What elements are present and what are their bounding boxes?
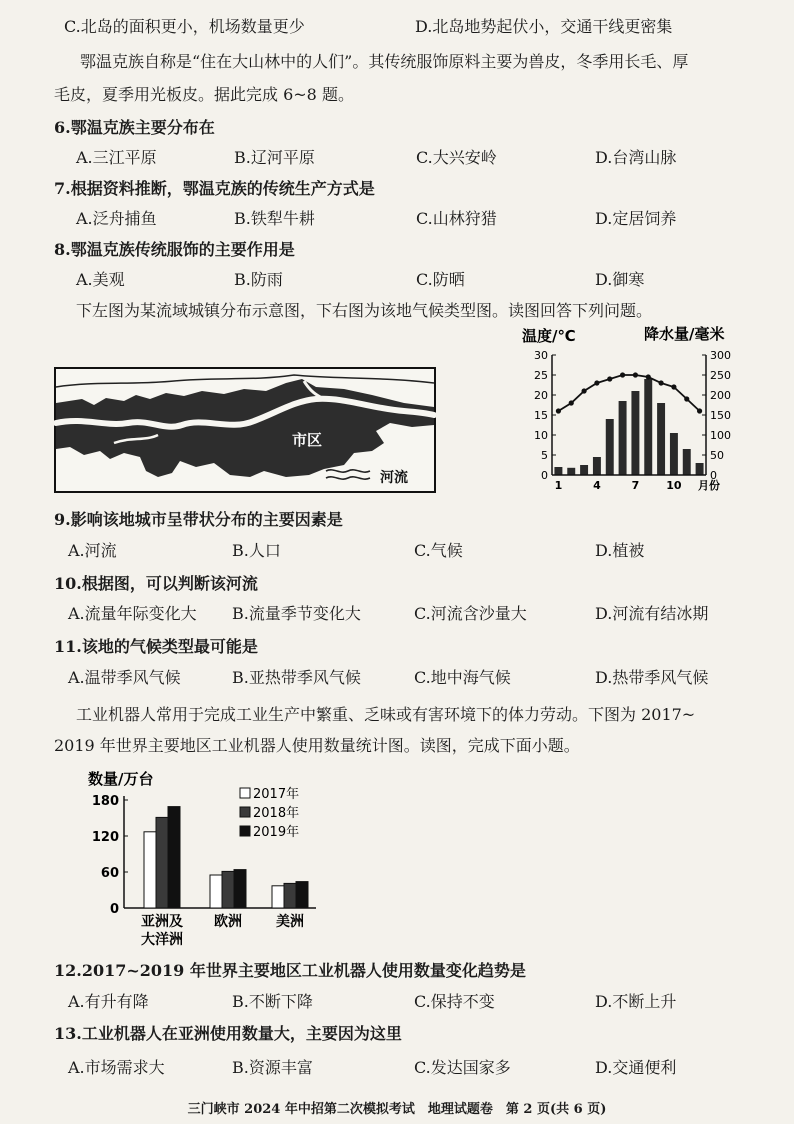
robot-y-axis-title: 数量/万台	[88, 770, 154, 788]
intro1-line2: 毛皮，夏季用光板皮。据此完成 6~8 题。	[54, 85, 354, 104]
climate-chart	[520, 325, 750, 495]
robot-legend-label: 2017年	[253, 787, 300, 802]
q13-option-d[interactable]: D.交通便利	[595, 1058, 677, 1077]
q10-option-b[interactable]: B.流量季节变化大	[232, 604, 361, 623]
q7-option-a[interactable]: A.泛舟捕鱼	[76, 209, 157, 228]
temperature-line	[558, 375, 699, 411]
q9-option-a[interactable]: A.河流	[68, 541, 117, 560]
q8-option-b[interactable]: B.防雨	[234, 270, 283, 289]
intro3-line1: 工业机器人常用于完成工业生产中繁重、乏味或有害环境下的体力劳动。下图为 2017~	[76, 705, 696, 724]
q7-option-c[interactable]: C.山林狩猎	[416, 209, 497, 228]
climate-right-tick-label: 300	[710, 349, 731, 362]
robot-legend-swatch	[240, 807, 250, 817]
q12-stem: 12.2017~2019 年世界主要地区工业机器人使用数量变化趋势是	[54, 961, 526, 980]
climate-x-tick-label: 7	[631, 479, 640, 492]
robot-legend-swatch	[240, 826, 250, 836]
climate-x-tick-label: 10	[666, 479, 682, 492]
q9-option-b[interactable]: B.人口	[232, 541, 281, 560]
q12-option-d[interactable]: D.不断上升	[595, 992, 677, 1011]
climate-left-tick-label: 30	[534, 349, 548, 362]
climate-right-tick-label: 100	[710, 429, 731, 442]
climate-left-tick-label: 25	[534, 369, 548, 382]
robot-bar	[222, 871, 234, 908]
climate-left-tick-label: 10	[534, 429, 548, 442]
q7-stem: 7.根据资料推断，鄂温克族的传统生产方式是	[54, 179, 375, 198]
climate-x-unit: 月份	[698, 479, 720, 492]
q13-stem: 13.工业机器人在亚洲使用数量大，主要因为这里	[54, 1024, 402, 1043]
temperature-point	[646, 374, 651, 379]
climate-left-tick-label: 0	[541, 469, 548, 482]
q8-option-c[interactable]: C.防晒	[416, 270, 465, 289]
intro2-text: 下左图为某流域城镇分布示意图，下右图为该地气候类型图。读图回答下列问题。	[76, 301, 653, 320]
precip-bar	[593, 457, 601, 475]
climate-right-tick-label: 50	[710, 449, 724, 462]
robot-bar	[144, 832, 156, 908]
q12-option-b[interactable]: B.不断下降	[232, 992, 313, 1011]
q6-option-a[interactable]: A.三江平原	[76, 148, 157, 167]
q8-option-a[interactable]: A.美观	[76, 270, 125, 289]
robot-bar	[296, 882, 308, 908]
q11-stem: 11.该地的气候类型最可能是	[54, 637, 258, 656]
q13-option-b[interactable]: B.资源丰富	[232, 1058, 313, 1077]
precip-bar	[606, 419, 614, 475]
robot-category-label: 欧洲	[214, 914, 242, 930]
temperature-point	[581, 388, 586, 393]
q8-stem: 8.鄂温克族传统服饰的主要作用是	[54, 240, 295, 259]
robot-bar	[272, 886, 284, 908]
robot-category-label: 美洲	[276, 914, 304, 930]
q6-option-b[interactable]: B.辽河平原	[234, 148, 315, 167]
robot-chart	[80, 764, 320, 954]
q6-option-c[interactable]: C.大兴安岭	[416, 148, 497, 167]
intro3-line2: 2019 年世界主要地区工业机器人使用数量统计图。读图，完成下面小题。	[54, 736, 580, 755]
climate-right-tick-label: 0	[710, 469, 717, 482]
precip-bar	[580, 465, 588, 475]
precip-bar	[619, 401, 627, 475]
temperature-point	[633, 372, 638, 377]
q10-option-c[interactable]: C.河流含沙量大	[414, 604, 527, 623]
robot-legend-label: 2018年	[253, 806, 300, 821]
q6-option-d[interactable]: D.台湾山脉	[595, 148, 677, 167]
q7-option-b[interactable]: B.铁犁牛耕	[234, 209, 315, 228]
q13-option-a[interactable]: A.市场需求大	[68, 1058, 165, 1077]
robot-category-label: 亚洲及	[141, 914, 183, 930]
temperature-point	[607, 376, 612, 381]
q9-option-c[interactable]: C.气候	[414, 541, 463, 560]
temperature-point	[569, 400, 574, 405]
climate-left-tick-label: 20	[534, 389, 548, 402]
robot-y-tick-label: 180	[91, 794, 119, 809]
precip-bar	[644, 379, 652, 475]
river-label: 河流	[380, 470, 408, 486]
temperature-point	[620, 372, 625, 377]
precip-bar	[567, 468, 575, 475]
river-city-map	[54, 365, 436, 495]
temperature-point	[671, 384, 676, 389]
q7-option-d[interactable]: D.定居饲养	[595, 209, 677, 228]
robot-y-tick-label: 0	[109, 902, 119, 917]
q9-option-d[interactable]: D.植被	[595, 541, 645, 560]
robot-bar	[210, 875, 222, 908]
q12-option-c[interactable]: C.保持不变	[414, 992, 495, 1011]
precip-bar	[670, 433, 678, 475]
climate-right-axis-title: 降水量/毫米	[644, 325, 725, 343]
precip-bar	[657, 403, 665, 475]
q6-stem: 6.鄂温克族主要分布在	[54, 118, 215, 137]
precip-bar	[696, 463, 704, 475]
climate-left-tick-label: 5	[541, 449, 548, 462]
climate-right-tick-label: 150	[710, 409, 731, 422]
q11-option-b[interactable]: B.亚热带季风气候	[232, 668, 361, 687]
q11-option-d[interactable]: D.热带季风气候	[595, 668, 709, 687]
robot-bar	[234, 870, 246, 908]
robot-bar	[156, 817, 168, 908]
climate-left-tick-label: 15	[534, 409, 548, 422]
page-footer: 三门峡市 2024 年中招第二次模拟考试 地理试题卷 第 2 页(共 6 页)	[187, 1102, 607, 1117]
robot-legend-swatch	[240, 788, 250, 798]
climate-right-tick-label: 250	[710, 369, 731, 382]
climate-left-axis-title: 温度/℃	[522, 327, 576, 345]
precip-bar	[683, 449, 691, 475]
q9-stem: 9.影响该地城市呈带状分布的主要因素是	[54, 510, 343, 529]
robot-legend-label: 2019年	[253, 825, 300, 840]
robot-bar	[168, 807, 180, 908]
robot-y-tick-label: 120	[91, 830, 119, 845]
city-label: 市区	[292, 431, 323, 449]
robot-bar	[284, 883, 296, 908]
q11-option-c[interactable]: C.地中海气候	[414, 668, 511, 687]
temperature-point	[594, 380, 599, 385]
q10-stem: 10.根据图，可以判断该河流	[54, 574, 258, 593]
q8-option-d[interactable]: D.御寒	[595, 270, 645, 289]
climate-x-tick-label: 4	[593, 479, 601, 492]
robot-y-tick-label: 60	[100, 866, 119, 881]
q12-option-a[interactable]: A.有升有降	[68, 992, 149, 1011]
temperature-point	[556, 408, 561, 413]
q10-option-d[interactable]: D.河流有结冰期	[595, 604, 709, 623]
precip-bar	[554, 467, 562, 475]
q11-option-a[interactable]: A.温带季风气候	[68, 668, 181, 687]
temperature-point	[697, 408, 702, 413]
precip-bar	[631, 391, 639, 475]
robot-category-label: 大洋洲	[141, 932, 183, 948]
temperature-point	[684, 396, 689, 401]
q5-option-d[interactable]: D.北岛地势起伏小，交通干线更密集	[415, 17, 673, 36]
temperature-point	[658, 380, 663, 385]
intro1-line1: 鄂温克族自称是“住在大山林中的人们”。其传统服饰原料主要为兽皮，冬季用长毛、厚	[80, 52, 689, 71]
climate-right-tick-label: 200	[710, 389, 731, 402]
q10-option-a[interactable]: A.流量年际变化大	[68, 604, 197, 623]
q13-option-c[interactable]: C.发达国家多	[414, 1058, 511, 1077]
climate-x-tick-label: 1	[554, 479, 563, 492]
q5-option-c[interactable]: C.北岛的面积更小，机场数量更少	[64, 17, 305, 36]
